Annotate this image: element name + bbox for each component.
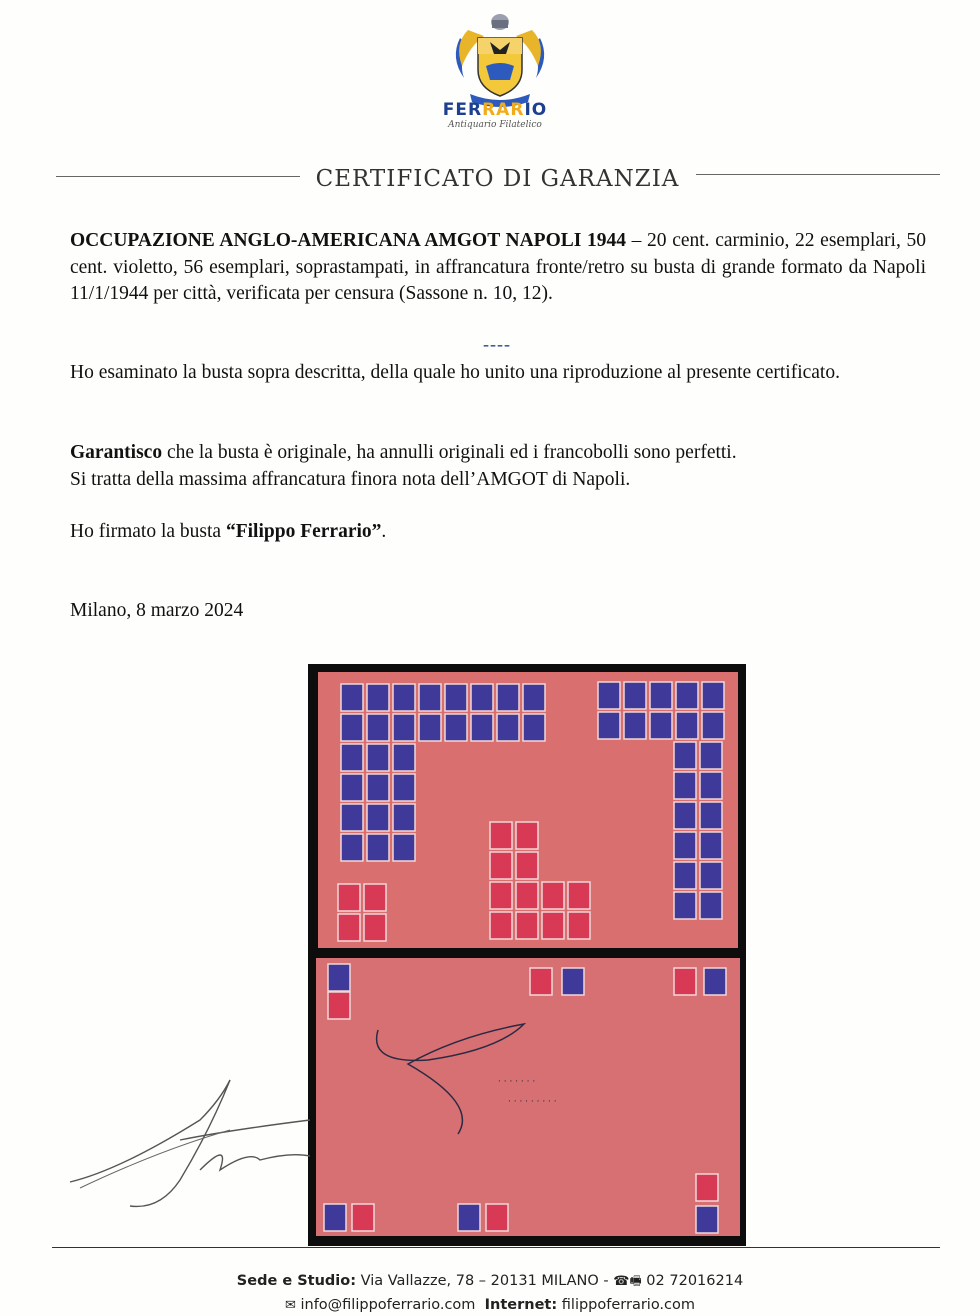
postage-stamp (562, 968, 584, 995)
postage-stamp (700, 862, 722, 889)
postage-stamp (419, 684, 441, 711)
postage-stamp (676, 712, 698, 739)
title-rule-left (56, 176, 300, 177)
postage-stamp (674, 892, 696, 919)
postage-stamp (497, 714, 519, 741)
postage-stamp (700, 892, 722, 919)
website-link[interactable]: filippoferrario.com (557, 1297, 696, 1313)
postage-stamp (674, 772, 696, 799)
postage-stamp (341, 774, 363, 801)
description-paragraph: OCCUPAZIONE ANGLO-AMERICANA AMGOT NAPOLI 1944 – 20 cent. carminio, 22 esemplari, 50 cent. violetto, 56 esemplari, soprastampati, in affrancatura fronte/retro su busta di grande formato da Napoli 11/1/1944 per città, verificata per censura (Sassone n. 10, 12). (70, 230, 926, 304)
postage-stamp (700, 742, 722, 769)
postage-stamp (445, 684, 467, 711)
postage-stamp (364, 884, 386, 911)
title-rule-right (696, 174, 940, 175)
postage-stamp (700, 832, 722, 859)
postage-stamp (674, 742, 696, 769)
postage-stamp (542, 912, 564, 939)
postage-stamp (650, 712, 672, 739)
signed-paragraph: Ho firmato la busta “Filippo Ferrario”. (70, 521, 387, 542)
postage-stamp (393, 774, 415, 801)
postage-stamp (471, 714, 493, 741)
postage-stamp (393, 804, 415, 831)
postage-stamp (393, 834, 415, 861)
postage-stamp (393, 684, 415, 711)
footer-rule (52, 1247, 940, 1248)
envelope-icon: ✉ (284, 1298, 296, 1313)
svg-text:· · · · · · ·: · · · · · · · (498, 1077, 536, 1087)
postage-stamp (341, 714, 363, 741)
postage-stamp (674, 832, 696, 859)
postage-stamp (393, 744, 415, 771)
postage-stamp (516, 882, 538, 909)
postage-stamp (490, 912, 512, 939)
postage-stamp (486, 1204, 508, 1231)
postage-stamp (696, 1206, 718, 1233)
postage-stamp (352, 1204, 374, 1231)
postage-stamp (702, 712, 724, 739)
postage-stamp (568, 912, 590, 939)
guarantee-paragraph: Garantisco che la busta è originale, ha annulli originali ed i francobolli sono perfetti. Si tratta della massima affrancatura finora nota dell’AMGOT di Napoli. (70, 442, 737, 490)
postage-stamp (674, 862, 696, 889)
certificate-title: CERTIFICATO DI GARANZIA (315, 166, 680, 192)
postage-stamp (490, 852, 512, 879)
postage-stamp (700, 772, 722, 799)
email-link[interactable]: info@filippoferrario.com (295, 1297, 476, 1313)
postage-stamp (530, 968, 552, 995)
postage-stamp (490, 882, 512, 909)
postage-stamp (367, 804, 389, 831)
postage-stamp (328, 964, 350, 991)
separator: ---- (483, 334, 511, 354)
postage-stamp (624, 712, 646, 739)
postage-stamp (516, 852, 538, 879)
postage-stamp (700, 802, 722, 829)
postage-stamp (367, 744, 389, 771)
postage-stamp (341, 744, 363, 771)
postage-stamp (490, 822, 512, 849)
brand-tagline: Antiquario Filatelico (448, 120, 542, 130)
svg-text:· · · · · · · · ·: · · · · · · · · · (508, 1097, 557, 1107)
postage-stamp (516, 822, 538, 849)
postage-stamp (445, 714, 467, 741)
postage-stamp (367, 684, 389, 711)
postage-stamp (341, 834, 363, 861)
postage-stamp (674, 968, 696, 995)
postage-stamp (598, 712, 620, 739)
postage-stamp (650, 682, 672, 709)
postage-stamp (458, 1204, 480, 1231)
postage-stamp (598, 682, 620, 709)
phone-fax-icon: ☎🖷 (613, 1274, 642, 1289)
postage-stamp (367, 774, 389, 801)
examination-paragraph: Ho esaminato la busta sopra descritta, della quale ho unito una riproduzione al presente certificato. (70, 362, 840, 383)
postage-stamp (516, 912, 538, 939)
postage-stamp (364, 914, 386, 941)
postage-stamp (542, 882, 564, 909)
postage-stamp (341, 804, 363, 831)
brand-name: FERRARIO (442, 100, 548, 120)
postage-stamp (702, 682, 724, 709)
postage-stamp (367, 834, 389, 861)
postage-stamp (341, 684, 363, 711)
postage-stamp (471, 684, 493, 711)
postage-stamp (674, 802, 696, 829)
postage-stamp (324, 1204, 346, 1231)
postage-stamp (338, 914, 360, 941)
postage-stamp (497, 684, 519, 711)
postage-stamp (523, 684, 545, 711)
postage-stamp (523, 714, 545, 741)
footer-address: Sede e Studio: Via Vallazze, 78 – 20131 MILANO - ☎🖷 02 72016214 (0, 1272, 980, 1294)
postage-stamp (676, 682, 698, 709)
footer-contacts: ✉ info@filippoferrario.com Internet: filippoferrario.com (284, 1297, 696, 1313)
handwritten-signature (60, 1060, 320, 1220)
postage-stamp (568, 882, 590, 909)
postage-stamp (393, 714, 415, 741)
place-date: Milano, 8 marzo 2024 (70, 600, 244, 621)
postage-stamp (624, 682, 646, 709)
postage-stamp (367, 714, 389, 741)
postage-stamp (338, 884, 360, 911)
envelope-photo (308, 664, 746, 1246)
description-heading: OCCUPAZIONE ANGLO-AMERICANA AMGOT NAPOLI 1944 (70, 230, 626, 251)
postage-stamp (704, 968, 726, 995)
postage-stamp (696, 1174, 718, 1201)
postage-stamp (419, 714, 441, 741)
postage-stamp (328, 992, 350, 1019)
